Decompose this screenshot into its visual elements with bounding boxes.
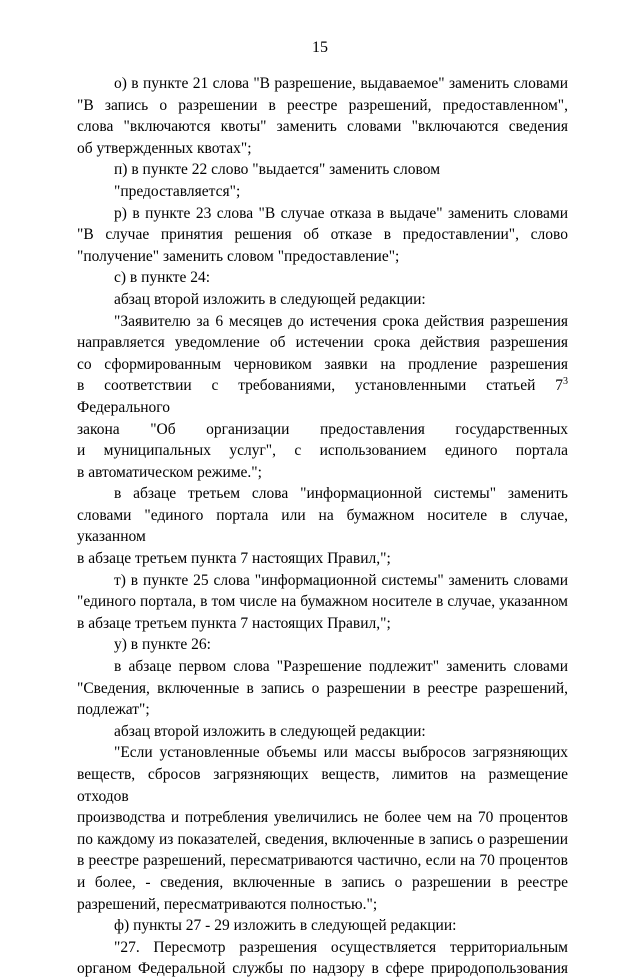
- paragraph-f-quote: "27. Пересмотр разрешения осуществляется территориальным органом Федеральной службы по надзору в сфере природопользования: [77, 938, 568, 978]
- page-number: 15: [312, 39, 328, 56]
- paragraph-u-abzac1: в абзаце первом слова "Разрешение подлежит" заменить словами "Сведения, включенные в запись о разрешении в реестре разрешений, подлежат";: [77, 658, 568, 719]
- paragraph-u-abzac2: абзац второй изложить в следующей редакции:: [114, 722, 426, 740]
- paragraph-f: ф) пункты 27 - 29 изложить в следующей редакции:: [114, 917, 457, 935]
- line-with-superscript: в соответствии с требованиями, установленными статьей $7^3$ Федерального: [77, 376, 568, 416]
- paragraph-t: т) в пункте 25 слова "информационной системы" заменить словами "единого портала, в том числе на бумажном носителе в случае, указанном в абзаце третьем пункта 7 настоящих Правил,";: [77, 571, 568, 632]
- paragraph-s: с) в пункте 24:: [114, 269, 211, 287]
- paragraph-s-abzac: абзац второй изложить в следующей редакции:: [114, 290, 426, 308]
- superscript-3: 3: [563, 376, 568, 388]
- paragraph-s-abzac3: в абзаце третьем слова "информационной системы" заменить словами "единого портала или на бумажном носителе в случае, указанном в абзаце третьем пункта 7 настоящих Правил,";: [77, 485, 568, 568]
- paragraph-p: п) в пункте 22 слово "выдается" заменить словом "предоставляется";: [114, 161, 441, 200]
- document-body: [77, 73, 568, 980]
- paragraph-o: о) в пункте 21 слова "В разрешение, выдаваемое" заменить словами "В запись о разрешении в реестре разрешений, предоставленном", слова "включаются квоты" заменить словами "включаются сведения об утвержденных квотах";: [77, 75, 568, 157]
- paragraph-s-quote: "Заявителю за 6 месяцев до истечения срока действия разрешения направляется уведомление об истечении срока действия разрешения со сформированным черновиком заявки на продление разрешения в соответствии с требованиями, установленными статьей $7^3$ Федерального закона "Об организации предоставления государственных и муниципальных услуг", с использованием единого портала в автоматическом режиме.";: [77, 312, 568, 481]
- paragraph-u-quote: "Если установленные объемы или массы выбросов загрязняющих веществ, сбросов загрязняющих веществ, лимитов на размещение отходов производства и потребления увеличились не более чем на 70 процентов по каждому из показателей, сведения, включенные в запись о разрешении в реестре разрешений, пересматриваются частично, если на 70 процентов и более, - сведения, включенные в запись о разрешении в реестре разрешений, пересматриваются полностью.";: [77, 744, 568, 913]
- paragraph-u: у) в пункте 26:: [114, 636, 211, 654]
- paragraph-r: р) в пункте 23 слова "В случае отказа в выдаче" заменить словами "В случае принятия решения об отказе в предоставлении", слово "получение" заменить словом "предоставление";: [77, 204, 568, 265]
